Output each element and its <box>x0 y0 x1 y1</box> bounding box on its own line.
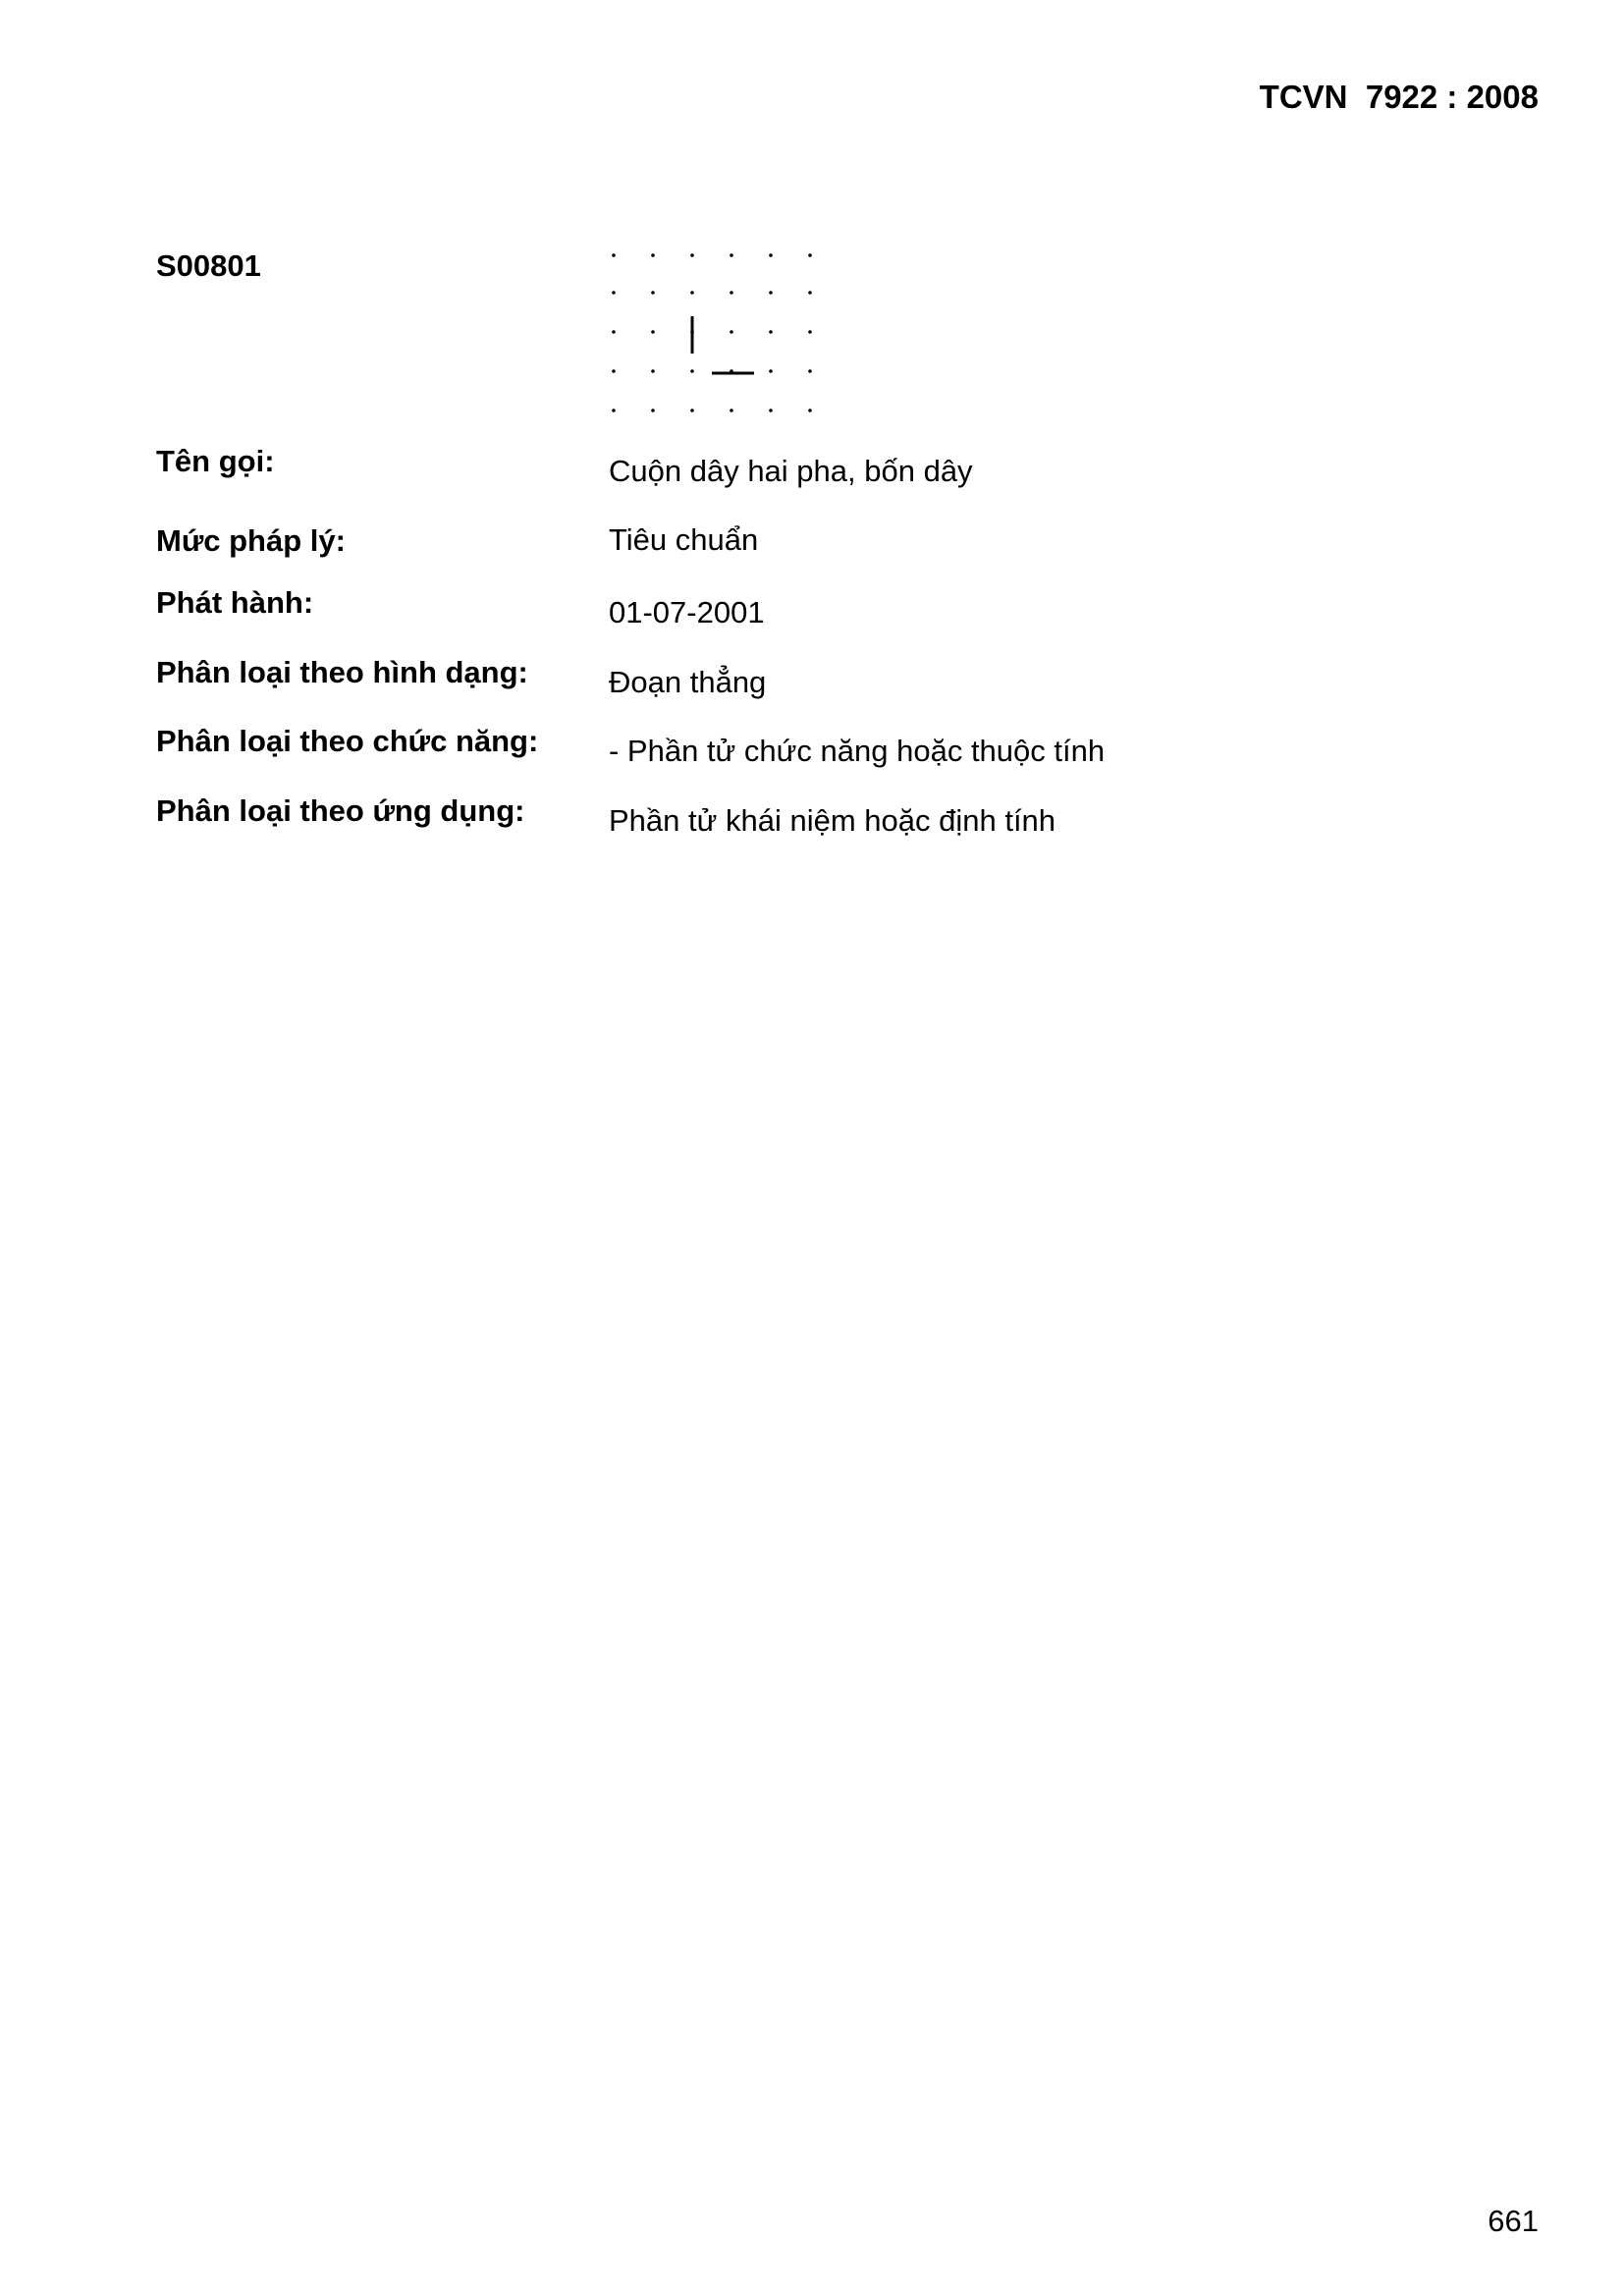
grid-dot <box>690 409 694 412</box>
grid-dot <box>612 291 616 295</box>
grid-dot <box>612 330 616 334</box>
two-phase-four-wire-winding-symbol-icon <box>599 234 835 425</box>
grid-dot <box>769 291 773 295</box>
grid-dot <box>730 330 733 334</box>
grid-dot <box>769 369 773 373</box>
grid-dot <box>769 253 773 257</box>
grid-dot <box>808 291 812 295</box>
grid-dot <box>808 409 812 412</box>
grid-dot <box>612 409 616 412</box>
symbol-code: S00801 <box>156 248 261 283</box>
field-label-legal-level: Mức pháp lý: <box>156 523 346 558</box>
grid-dot <box>730 253 733 257</box>
field-label-function-class: Phân loại theo chức năng: <box>156 724 539 758</box>
field-label-application-class: Phân loại theo ứng dụng: <box>156 793 525 828</box>
field-value-legal-level: Tiêu chuẩn <box>609 522 759 557</box>
grid-dot <box>651 409 655 412</box>
page-number: 661 <box>1488 2204 1539 2238</box>
field-value-application-class: Phần tử khái niệm hoặc định tính <box>609 803 1056 838</box>
field-label-release-date: Phát hành: <box>156 585 314 620</box>
grid-dot <box>690 291 694 295</box>
grid-dot <box>769 409 773 412</box>
grid-dot <box>690 253 694 257</box>
grid-dot <box>612 369 616 373</box>
grid-dot <box>808 369 812 373</box>
grid-dot <box>808 330 812 334</box>
grid-dot <box>651 330 655 334</box>
grid-dot <box>690 369 694 373</box>
grid-dot <box>808 253 812 257</box>
grid-dot <box>612 253 616 257</box>
field-value-release-date: 01-07-2001 <box>609 595 765 629</box>
standard-header: TCVN 7922 : 2008 <box>1259 79 1539 115</box>
grid-dot <box>651 369 655 373</box>
field-value-function-class: - Phần tử chức năng hoặc thuộc tính <box>609 734 1106 768</box>
field-value-shape-class: Đoạn thẳng <box>609 665 767 699</box>
symbol-figure <box>599 234 835 425</box>
grid-dot <box>769 330 773 334</box>
grid-dot <box>730 291 733 295</box>
grid-dot <box>651 291 655 295</box>
grid-dot <box>651 253 655 257</box>
grid-dot <box>730 409 733 412</box>
field-label-shape-class: Phân loại theo hình dạng: <box>156 655 528 689</box>
field-value-name: Cuộn dây hai pha, bốn dây <box>609 454 973 488</box>
field-label-name: Tên gọi: <box>156 444 275 478</box>
